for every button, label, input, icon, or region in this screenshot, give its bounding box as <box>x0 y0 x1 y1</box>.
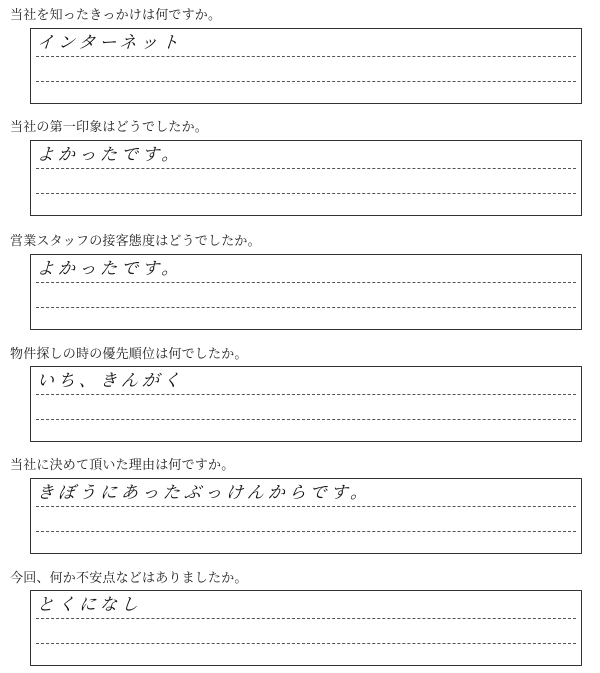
handwritten-answer: きぼうにあったぶっけんからです。 <box>36 483 373 503</box>
answer-box[interactable] <box>30 590 582 666</box>
dashed-writing-line <box>36 282 576 283</box>
handwritten-answer: いち、きんがく <box>36 371 185 391</box>
question-label: 今回、何か不安点などはありましたか。 <box>10 571 248 586</box>
question-label: 物件探しの時の優先順位は何でしたか。 <box>10 347 248 362</box>
dashed-writing-line <box>36 168 576 169</box>
dashed-writing-line <box>36 419 576 420</box>
dashed-writing-line <box>36 56 576 57</box>
answer-box[interactable] <box>30 140 582 216</box>
question-label: 当社に決めて頂いた理由は何ですか。 <box>10 458 235 473</box>
question-label: 当社の第一印象はどうでしたか。 <box>10 120 209 135</box>
handwritten-answer: とくになし <box>36 595 143 615</box>
dashed-writing-line <box>36 394 576 395</box>
dashed-writing-line <box>36 307 576 308</box>
dashed-writing-line <box>36 618 576 619</box>
dashed-writing-line <box>36 643 576 644</box>
dashed-writing-line <box>36 531 576 532</box>
answer-box[interactable] <box>30 254 582 330</box>
answer-box[interactable] <box>30 478 582 554</box>
handwritten-answer: よかったです。 <box>36 145 184 165</box>
handwritten-answer: よかったです。 <box>36 259 184 279</box>
answer-box[interactable] <box>30 366 582 442</box>
question-label: 当社を知ったきっかけは何ですか。 <box>10 8 222 23</box>
handwritten-answer: インターネット <box>36 33 184 53</box>
answer-box[interactable] <box>30 28 582 104</box>
dashed-writing-line <box>36 506 576 507</box>
question-label: 営業スタッフの接客態度はどうでしたか。 <box>10 234 261 249</box>
dashed-writing-line <box>36 81 576 82</box>
dashed-writing-line <box>36 193 576 194</box>
